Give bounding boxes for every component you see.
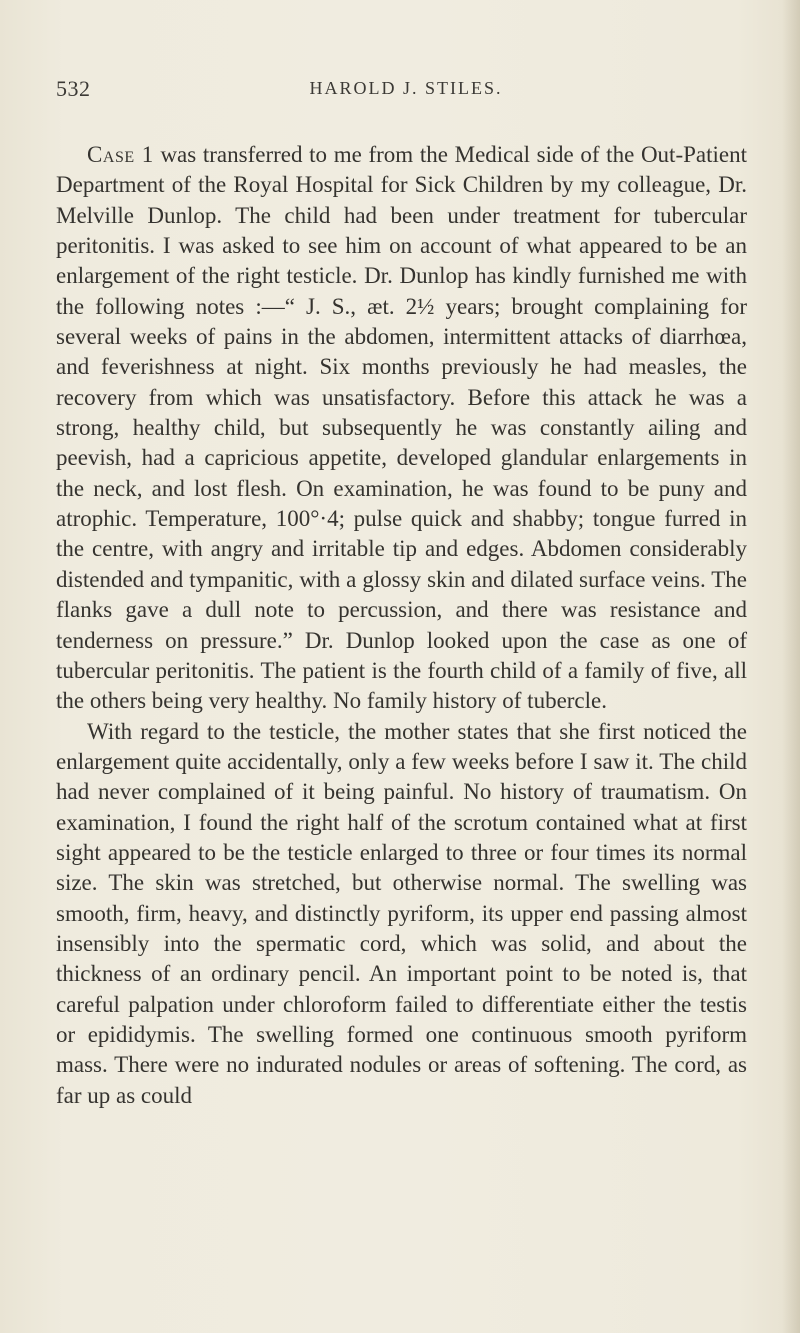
case-lead: Case 1 xyxy=(87,142,154,167)
paragraph xyxy=(56,140,747,717)
paragraph xyxy=(56,717,747,1111)
running-head: HAROLD J. STILES. xyxy=(309,78,503,98)
page-number: 532 xyxy=(56,76,91,101)
page-edge-shadow xyxy=(782,0,800,1333)
body-text xyxy=(56,140,747,1111)
paragraph-text: was transferred to me from the Medical side of the Out-Patient Department of the Royal Hospital for Sick Children by my colleague, Dr. Melville Dunlop. The child had been under treatment for tubercular peritonitis. I was asked to see him on account of what appeared to be an enlargement of the right testicle. Dr. Dunlop has kindly furnished me with the following notes :—“ J. S., æt. 2½ years; brought complaining for several weeks of pains in the abdomen, intermittent attacks of diarrhœa, and feverishness at night. Six months previously he had measles, the recovery from which was unsatisfactory. Before this attack he was a strong, healthy child, but subsequently he was constantly ailing and peevish, had a capricious appetite, developed glandular enlargements in the neck, and lost flesh. On examination, he was found to be puny and atrophic. Temperature, 100°·4; pulse quick and shabby; tongue furred in the centre, with angry and irritable tip and edges. Abdomen considerably distended and tympanitic, with a glossy skin and dilated surface veins. The flanks gave a dull note to percussion, and there was resistance and tenderness on pressure.” Dr. Dunlop looked upon the case as one of tubercular peritonitis. The patient is the fourth child of a family of five, all the others being very healthy. No family history of tubercle. xyxy=(56,142,747,714)
paragraph-text: With regard to the testicle, the mother states that she first noticed the enlargement quite accidentally, only a few weeks before I saw it. The child had never complained of it being painful. No history of traumatism. On examination, I found the right half of the scrotum contained what at first sight appeared to be the testicle enlarged to three or four times its normal size. The skin was stretched, but otherwise normal. The swelling was smooth, firm, heavy, and distinctly pyriform, its upper end passing almost insensibly into the spermatic cord, which was solid, and about the thickness of an ordinary pencil. An important point to be noted is, that careful palpation under chloroform failed to differentiate either the testis or epididymis. The swelling formed one continuous smooth pyriform mass. There were no indurated nodules or areas of softening. The cord, as far up as could xyxy=(56,718,747,1108)
page-header xyxy=(56,76,756,106)
